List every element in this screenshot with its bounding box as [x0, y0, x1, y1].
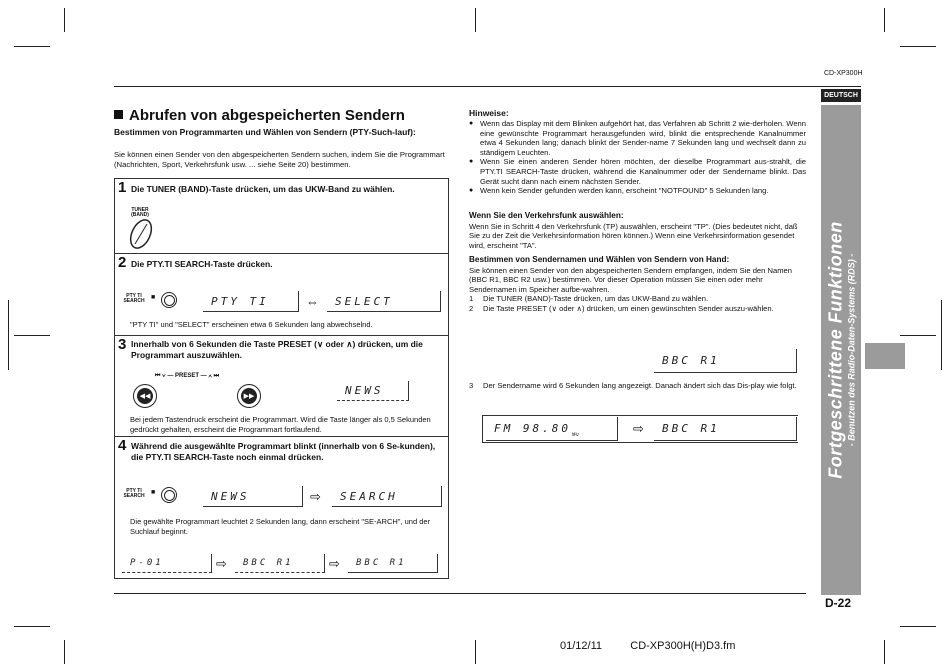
- page-number: D-22: [825, 596, 852, 610]
- pty-button-label: PTY TI SEARCH: [123, 293, 145, 304]
- step-2: [115, 254, 448, 336]
- notes-list: [469, 119, 806, 196]
- footer-file: CD-XP300H(H)D3.fm: [630, 640, 736, 652]
- crop-mark: [900, 46, 936, 47]
- lcd-display: BBC R1: [348, 554, 438, 573]
- note-item: ● Wenn kein Sender gefunden werden kann, erscheint "NOTFOUND" 5 Sekunden lang.: [469, 186, 806, 196]
- names-step: [469, 381, 806, 391]
- lcd-display-blinking: P-01: [122, 554, 212, 573]
- preset-up-button-icon: ▶▶: [237, 384, 261, 408]
- crop-mark: [8, 300, 9, 370]
- step-heading: Die PTY.TI SEARCH-Taste drücken.: [131, 259, 273, 269]
- names-heading: Bestimmen von Sendernamen und Wählen von Sendern von Hand:: [469, 255, 730, 264]
- crop-mark: [884, 8, 885, 32]
- dot: ■: [151, 294, 156, 301]
- arrow-icon: ⇨: [216, 556, 227, 571]
- thumb-tab: [865, 343, 905, 369]
- section-intro: Sie können einen Sender von den abgespeicherten Sendern suchen, indem Sie die Programmart (Nachrichten, Sport, Verkehrsfunk usw. ... siehe Seite 20) bestimmen.: [114, 150, 445, 169]
- crop-mark: [64, 640, 65, 664]
- crop-mark: [884, 640, 885, 664]
- traffic-section: [469, 211, 806, 250]
- names-step-text: Der Sendername wird 6 Sekunden lang angezeigt. Danach ändert sich das Dis-play wie folgt.: [483, 381, 797, 390]
- names-step-text: Die TUNER (BAND)-Taste drücken, um das UKW-Band zu wählen.: [483, 294, 709, 304]
- names-step-number: 3: [469, 381, 474, 390]
- lcd-display-blinking: NEWS: [337, 381, 409, 401]
- section-subtitle: Bestimmen von Programmarten und Wählen von Sendern (PTY-Such-lauf):: [114, 127, 416, 137]
- step-3: [115, 336, 448, 437]
- step-note: Bei jedem Tastendruck erscheint die Programmart. Wird die Taste länger als 0,5 Sekunden gedrückt gehalten, erscheint die Programmart fortlaufend.: [130, 415, 431, 434]
- bottom-rule: [114, 593, 806, 594]
- lcd-display-blinking: BBC R1: [235, 554, 325, 573]
- tuner-button-icon: [127, 217, 157, 251]
- preset-button-label: ⏮ ∨ — PRESET — ∧ ⏭: [154, 373, 220, 379]
- step-number: 2: [118, 254, 127, 271]
- arrow-icon: ⇨: [633, 421, 644, 436]
- names-text: Sie können einen Sender von den abgespeicherten Sendern empfangen, indem Sie den Namen (BBC R1, BBC R2 usw.) bestimmen. Vor dieser Operation müssen Sie einen oder mehr Sendernamen im Speicher aufbe-wahren.: [469, 265, 792, 294]
- step-number: 4: [118, 437, 127, 454]
- names-step: [469, 294, 806, 304]
- lcd-display: NEWS: [203, 486, 303, 507]
- step-4: [115, 437, 448, 580]
- tuner-button-label: TUNER (BAND): [131, 207, 149, 218]
- lcd-display: SEARCH: [332, 486, 442, 507]
- arrow-icon: ⇨: [310, 489, 321, 504]
- pty-button-icon: [161, 292, 177, 308]
- arrow-icon: ⇨: [329, 556, 340, 571]
- crop-mark: [14, 626, 50, 627]
- lcd-frequency-unit: MHz: [571, 432, 580, 437]
- header-rule: [114, 86, 861, 87]
- names-step-number: 2: [469, 303, 474, 313]
- crop-mark: [941, 300, 942, 370]
- pty-button-icon: [161, 487, 177, 503]
- lcd-display: BBC R1: [654, 349, 797, 373]
- names-section: [469, 255, 806, 314]
- crop-mark: [475, 640, 476, 664]
- step-number: 3: [118, 336, 127, 353]
- section-title-text: Abrufen von abgespeicherten Sendern: [129, 107, 405, 124]
- step-heading: Die TUNER (BAND)-Taste drücken, um das UKW-Band zu wählen.: [131, 184, 395, 194]
- lcd-display: SELECT: [327, 291, 441, 312]
- side-title: [826, 221, 857, 479]
- lcd-display: PTY TI: [203, 291, 299, 312]
- names-step-3: [469, 381, 806, 391]
- step-note: "PTY TI" und "SELECT" erscheinen etwa 6 Sekunden lang abwechselnd.: [130, 320, 373, 329]
- model-label: CD-XP300H: [824, 70, 863, 77]
- dot: ■: [151, 489, 156, 496]
- footer-date: 01/12/11: [560, 640, 603, 652]
- names-step-number: 1: [469, 294, 474, 304]
- crop-mark: [14, 46, 50, 47]
- language-tab: DEUTSCH: [821, 89, 861, 102]
- step-heading: Innerhalb von 6 Sekunden die Taste PRESET (∨ oder ∧) drücken, um die Programmart auszuwählen.: [131, 339, 423, 360]
- crop-mark: [14, 335, 50, 336]
- names-step-text: Die Taste PRESET (∨ oder ∧) drücken, um einen gewünschten Sender auszu-wählen.: [483, 303, 774, 313]
- note-item: ● Wenn das Display mit dem Blinken aufgehört hat, das Verfahren ab Schritt 2 wie-derholen. Wenn eine gewünschte Programmart herausgefunden wird, blinkt die entsprechende Kanalnummer etwa 4 Sekunden lang; danach blinkt der Sender-name 7 Sekunden lang und wechselt dann zu ständigem Leuchten.: [469, 119, 806, 157]
- alternate-arrow-icon: ⇔: [306, 294, 319, 309]
- lcd-frequency: FM 98.80: [494, 422, 571, 435]
- step-note: Die gewählte Programmart leuchtet 2 Sekunden lang, dann erscheint "SE-ARCH", und der Suchlauf beginnt.: [130, 517, 431, 536]
- names-step: [469, 304, 806, 314]
- crop-mark: [475, 8, 476, 32]
- notes-heading: Hinweise:: [469, 108, 509, 118]
- lcd-display: BBC R1: [654, 417, 797, 441]
- pty-button-label: PTY TI SEARCH: [123, 488, 145, 499]
- step-1: [115, 179, 448, 254]
- crop-mark: [900, 626, 936, 627]
- side-title-sub: - Benutzen des Radio-Daten-Systems (RDS) -: [846, 253, 857, 447]
- preset-down-button-icon: ◀◀: [133, 384, 157, 408]
- note-item: ● Wenn Sie einen anderen Sender hören möchten, der dieselbe Programmart aus-strahlt, die PTY.TI SEARCH-Taste drücken, während die Kanalnummer oder der Sendername blinkt. Das Gerät sucht dann nach einem nächsten Sender.: [469, 157, 806, 186]
- traffic-text: Wenn Sie in Schritt 4 den Verkehrsfunk (TP) auswählen, erscheint "TP". (Dies bedeutet nicht, daß Sie zu der Zeit die Verkehrsinformation hören können.) Wenn eine Verkehrsinformation gesendet wird, erscheint "TA".: [469, 221, 798, 250]
- step-number: 1: [118, 179, 127, 196]
- crop-mark: [64, 8, 65, 32]
- steps-box: [114, 178, 449, 579]
- side-title-main: Fortgeschrittene Funktionen: [825, 221, 846, 479]
- section-title: [114, 107, 405, 124]
- traffic-heading: Wenn Sie den Verkehrsfunk auswählen:: [469, 211, 624, 220]
- footer: [560, 640, 735, 652]
- crop-mark: [900, 335, 936, 336]
- lcd-frequency-display: [486, 417, 618, 441]
- step-heading: Während die ausgewählte Programmart blinkt (innerhalb von 6 Se-kunden), die PTY.TI SEARCH-Taste noch einmal drücken.: [131, 441, 436, 462]
